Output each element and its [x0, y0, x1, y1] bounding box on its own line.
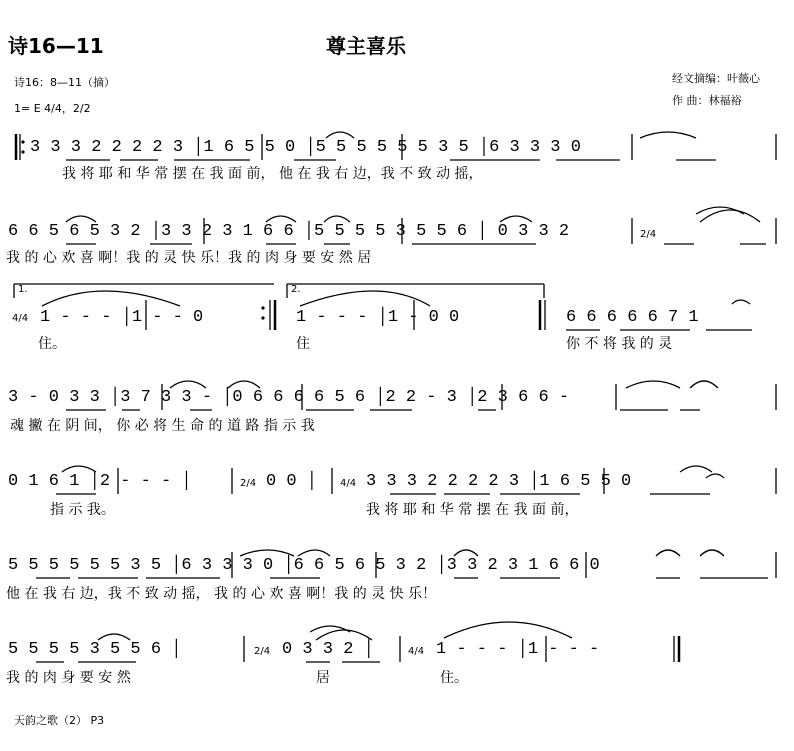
lyric-ending-2: 住: [296, 336, 310, 352]
time-signature-2-4: 2/4: [254, 646, 271, 657]
notes-row-7-c: 1 - - - │1 - - -: [436, 640, 600, 659]
time-signature-2-4: 2/4: [640, 229, 657, 240]
time-signature-2-4: 2/4: [240, 478, 257, 489]
notes-row-7-a: 5 5 5 5 3 5 5 6 │: [8, 640, 182, 659]
ending-2-label: 2.: [291, 284, 301, 295]
arranger-credit: 经文摘编：叶薇心: [672, 72, 760, 85]
lyrics-row-6: 他 在 我 右 边，我 不 致 动 摇， 我 的 心 欢 喜 啊！我 的 灵 快 乐！: [6, 586, 437, 602]
time-signature-4-4: 4/4: [408, 646, 425, 657]
song-title: 尊主喜乐: [326, 34, 406, 58]
lyric-ending-1: 住。: [38, 336, 66, 352]
lyrics-row-2: 我 的 心 欢 喜 啊！我 的 灵 快 乐！我 的 肉 身 要 安 然 居: [6, 250, 372, 266]
composer-credit: 作 曲：林福裕: [672, 94, 742, 107]
footer-source: 天韵之歌（2） P3: [14, 714, 105, 727]
lyrics-row-4: 魂 撇 在 阴 间， 你 必 将 生 命 的 道 路 指 示 我: [10, 418, 315, 434]
lyrics-row-5-c: 我 将 耶 和 华 常 摆 在 我 面 前，: [366, 502, 579, 518]
notes-row-5-c: 3 3 3 2 2 2 2 3 │1 6 5 5 0: [366, 472, 632, 491]
key-note: E: [33, 102, 41, 115]
lyric-row-7-c: 住。: [440, 670, 468, 686]
key-prefix: 1=: [14, 102, 31, 115]
lyrics-row-7-a: 我 的 肉 身 要 安 然: [6, 670, 131, 686]
lyrics-row-1: 我 将 耶 和 华 常 摆 在 我 面 前， 他 在 我 右 边，我 不 致 动 摇，: [62, 166, 483, 182]
meter: 4/4，2/2: [44, 102, 91, 115]
notes-row-3-ending-2: 1 - - - │1 - 0 0: [296, 308, 460, 327]
notes-row-3-phrase: 6 6 6 6 6 7 1: [566, 308, 699, 327]
time-signature-4-4: 4/4: [12, 313, 29, 324]
scripture-source: 诗16：8—11（摘）: [14, 76, 115, 89]
time-signature-4-4: 4/4: [340, 478, 357, 489]
notes-row-2: 6 6 5 6 5 3 2 │3 3 2 3 1 6 6 │5 5 5 5 3 5 5 6 │ 0 3 3 2: [8, 222, 570, 241]
ending-1-label: 1.: [18, 284, 28, 295]
psalm-reference: 诗16—11: [8, 34, 104, 58]
notes-row-4: 3 - 0 3 3 │3 7 3 3 - │0 6 6 6 6 5 6 │2 2 - 3 │2 3 6 6 -: [8, 388, 570, 407]
notes-row-1: 3 3 3 2 2 2 2 3 │1 6 5 5 0 │5 5 5 5 5 5 3 5 │6 3 3 3 0: [30, 138, 581, 157]
notes-row-5-a: 0 1 6 1 │2 - - - │: [8, 472, 192, 491]
notes-row-7-b: 0 3 3 2 │: [282, 640, 374, 659]
lyric-row-7-b: 居: [316, 670, 330, 686]
lyrics-row-5-a: 指 示 我。: [50, 502, 115, 518]
notes-row-6: 5 5 5 5 5 5 3 5 │6 3 3 3 0 │6 6 5 6 5 3 2 │3 3 2 3 1 6 6 0: [8, 556, 600, 575]
notes-row-3-ending-1: 1 - - - │1 - - 0: [40, 308, 204, 327]
lyrics-row-3: 你 不 将 我 的 灵: [566, 336, 673, 352]
notes-row-5-b: 0 0 │: [266, 472, 318, 491]
